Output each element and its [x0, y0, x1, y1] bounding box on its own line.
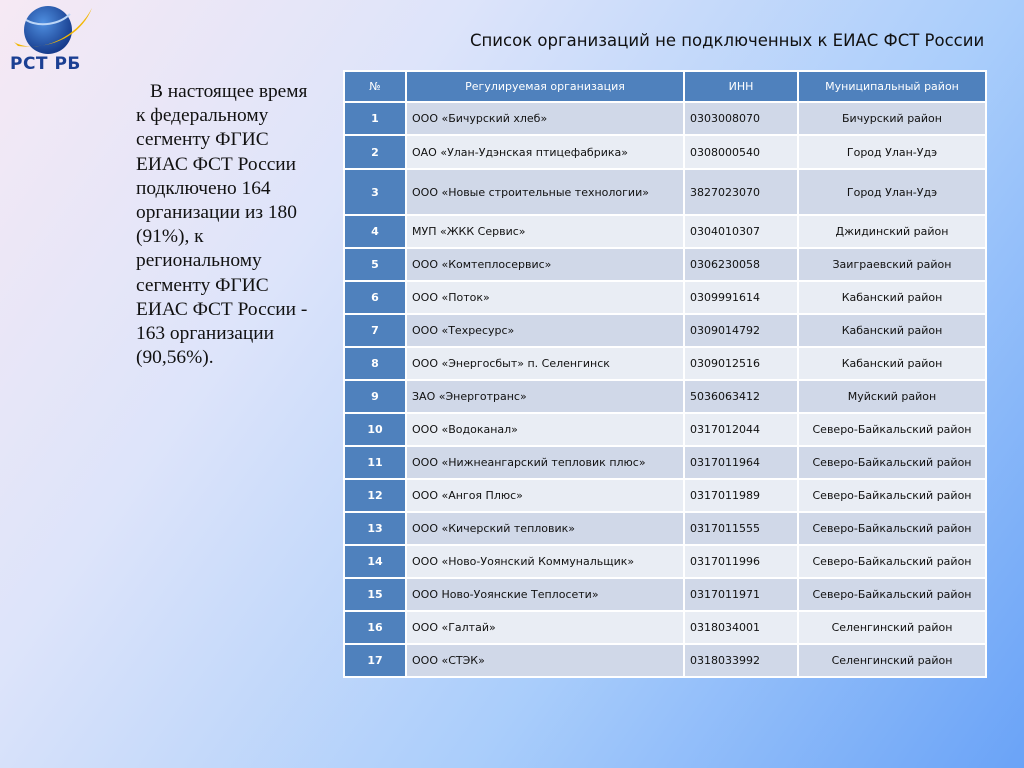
- organization-name: ООО «Новые строительные технологии»: [406, 169, 684, 215]
- organization-name: ЗАО «Энерготранс»: [406, 380, 684, 413]
- header-inn: ИНН: [684, 71, 798, 102]
- inn-value: 0306230058: [684, 248, 798, 281]
- organizations-table: [343, 70, 987, 678]
- organization-name: ООО «Комтеплосервис»: [406, 248, 684, 281]
- table-row: [344, 413, 986, 446]
- table-row: [344, 135, 986, 169]
- organization-name: ООО «Бичурский хлеб»: [406, 102, 684, 135]
- table-row: [344, 215, 986, 248]
- organization-name: ООО «СТЭК»: [406, 644, 684, 677]
- header-number: №: [344, 71, 406, 102]
- logo-text: РСТ РБ: [10, 54, 81, 74]
- table-row: [344, 281, 986, 314]
- table-row: [344, 644, 986, 677]
- inn-value: 0309014792: [684, 314, 798, 347]
- row-number: 17: [344, 644, 406, 677]
- district-name: Муйский район: [798, 380, 986, 413]
- organization-name: ОАО «Улан-Удэнская птицефабрика»: [406, 135, 684, 169]
- district-name: Кабанский район: [798, 281, 986, 314]
- row-number: 1: [344, 102, 406, 135]
- inn-value: 0317011989: [684, 479, 798, 512]
- district-name: Селенгинский район: [798, 611, 986, 644]
- organization-name: ООО «Техресурс»: [406, 314, 684, 347]
- organization-name: ООО «Нижнеангарский тепловик плюс»: [406, 446, 684, 479]
- organization-name: ООО «Энергосбыт» п. Селенгинск: [406, 347, 684, 380]
- inn-value: 0318034001: [684, 611, 798, 644]
- row-number: 5: [344, 248, 406, 281]
- row-number: 12: [344, 479, 406, 512]
- organization-name: ООО Ново-Уоянские Теплосети»: [406, 578, 684, 611]
- organization-name: ООО «Ангоя Плюс»: [406, 479, 684, 512]
- inn-value: 0318033992: [684, 644, 798, 677]
- organization-name: ООО «Ново-Уоянский Коммунальщик»: [406, 545, 684, 578]
- row-number: 3: [344, 169, 406, 215]
- table-row: [344, 611, 986, 644]
- district-name: Джидинский район: [798, 215, 986, 248]
- row-number: 8: [344, 347, 406, 380]
- table-row: [344, 102, 986, 135]
- summary-paragraph: В настоящее время к федеральному сегменту ФГИС ЕИАС ФСТ России подключено 164 организации из 180 (91%), к региональному сегменту ФГИС ЕИАС ФСТ России - 163 организации (90,56%).: [136, 81, 308, 369]
- district-name: Город Улан-Удэ: [798, 169, 986, 215]
- district-name: Заиграевский район: [798, 248, 986, 281]
- district-name: Северо-Байкальский район: [798, 545, 986, 578]
- row-number: 13: [344, 512, 406, 545]
- row-number: 6: [344, 281, 406, 314]
- page-title: Список организаций не подключенных к ЕИАС ФСТ России: [470, 31, 985, 50]
- district-name: Северо-Байкальский район: [798, 446, 986, 479]
- table-row: [344, 512, 986, 545]
- inn-value: 0317012044: [684, 413, 798, 446]
- inn-value: 0317011555: [684, 512, 798, 545]
- organization-name: МУП «ЖКК Сервис»: [406, 215, 684, 248]
- district-name: Бичурский район: [798, 102, 986, 135]
- table-row: [344, 248, 986, 281]
- table-row: [344, 479, 986, 512]
- row-number: 7: [344, 314, 406, 347]
- table-row: [344, 347, 986, 380]
- inn-value: 0303008070: [684, 102, 798, 135]
- header-organization: Регулируемая организация: [406, 71, 684, 102]
- district-name: Кабанский район: [798, 314, 986, 347]
- inn-value: 0304010307: [684, 215, 798, 248]
- organization-name: ООО «Галтай»: [406, 611, 684, 644]
- district-name: Северо-Байкальский район: [798, 479, 986, 512]
- header-district: Муниципальный район: [798, 71, 986, 102]
- row-number: 10: [344, 413, 406, 446]
- table-row: [344, 314, 986, 347]
- inn-value: 0317011971: [684, 578, 798, 611]
- row-number: 14: [344, 545, 406, 578]
- district-name: Кабанский район: [798, 347, 986, 380]
- organization-name: ООО «Поток»: [406, 281, 684, 314]
- inn-value: 0317011996: [684, 545, 798, 578]
- organization-name: ООО «Водоканал»: [406, 413, 684, 446]
- inn-value: 0308000540: [684, 135, 798, 169]
- inn-value: 0309991614: [684, 281, 798, 314]
- district-name: Северо-Байкальский район: [798, 512, 986, 545]
- district-name: Город Улан-Удэ: [798, 135, 986, 169]
- row-number: 15: [344, 578, 406, 611]
- organization-name: ООО «Кичерский тепловик»: [406, 512, 684, 545]
- inn-value: 3827023070: [684, 169, 798, 215]
- row-number: 2: [344, 135, 406, 169]
- row-number: 11: [344, 446, 406, 479]
- table-row: [344, 380, 986, 413]
- table-row: [344, 169, 986, 215]
- row-number: 4: [344, 215, 406, 248]
- district-name: Селенгинский район: [798, 644, 986, 677]
- table-row: [344, 578, 986, 611]
- table-header-row: [344, 71, 986, 102]
- row-number: 9: [344, 380, 406, 413]
- inn-value: 5036063412: [684, 380, 798, 413]
- district-name: Северо-Байкальский район: [798, 578, 986, 611]
- district-name: Северо-Байкальский район: [798, 413, 986, 446]
- row-number: 16: [344, 611, 406, 644]
- inn-value: 0309012516: [684, 347, 798, 380]
- table-row: [344, 545, 986, 578]
- table-row: [344, 446, 986, 479]
- inn-value: 0317011964: [684, 446, 798, 479]
